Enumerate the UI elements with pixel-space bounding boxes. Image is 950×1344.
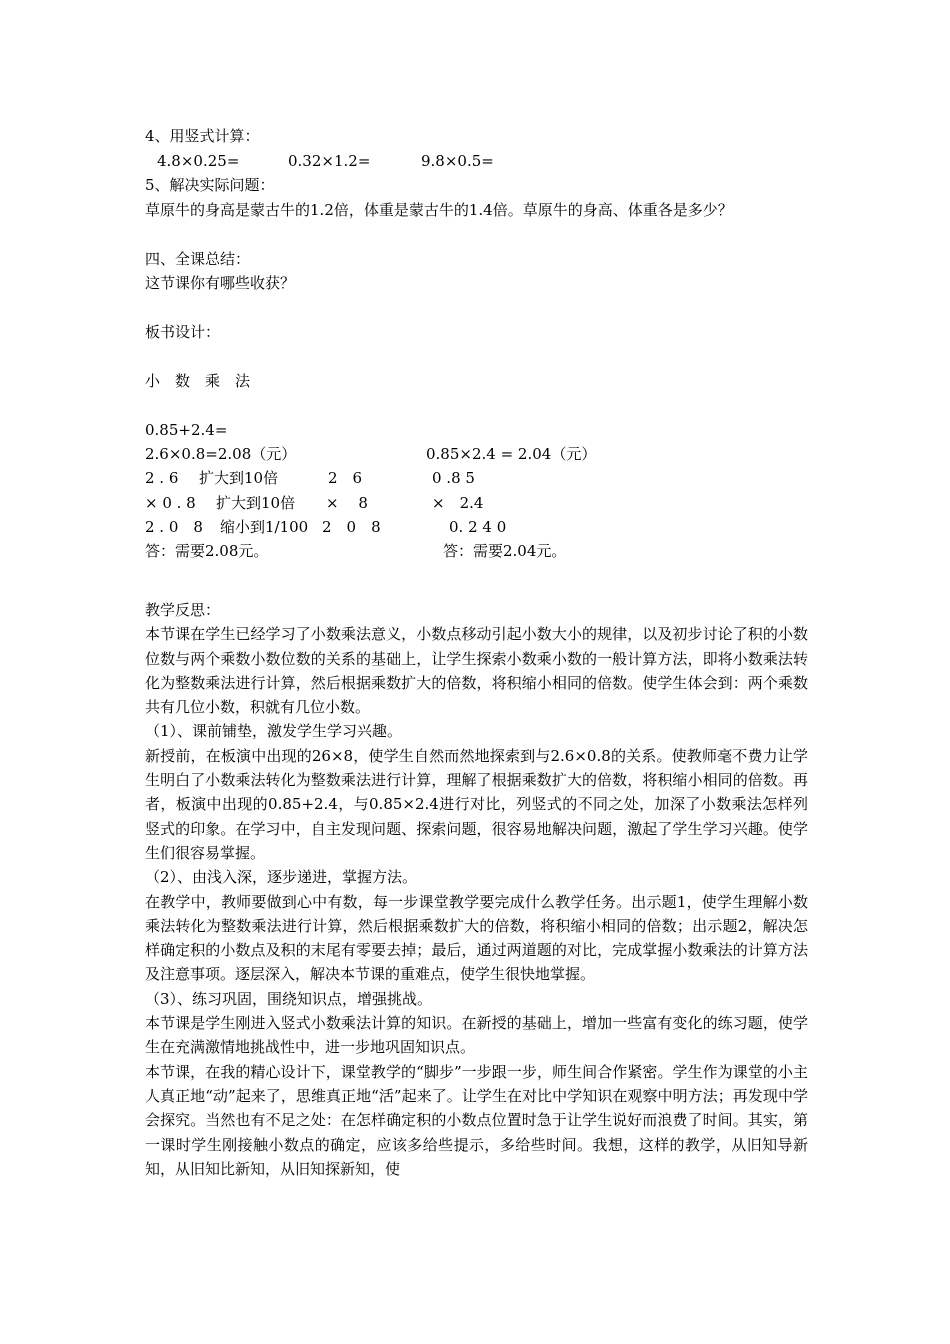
board-left-row3-integer: 2 0 8 — [322, 518, 381, 536]
reflection-paragraph: 在教学中，教师要做到心中有数，每一步课堂教学要完成什么教学任务。出示题1，使学生理解小数乘法转化为整数乘法进行计算，然后根据乘数扩大的倍数，将积缩小相同的倍数；出示题2，解决怎样确定积的小数点及积的末尾有零要去掉；最后，通过两道题的对比，完成掌握小数乘法的计算方法及注意事项。逐层深入，解决本节课的重难点，使学生很快地掌握。 — [145, 892, 808, 984]
board-left-answer: 答：需要2.08元。 — [145, 542, 269, 560]
board-title: 小 数 乘 法 — [145, 372, 251, 390]
reflection-paragraph: 本节课是学生刚进入竖式小数乘法计算的知识。在新授的基础上，增加一些富有变化的练习题，使学生在充满激情地挑战性中，进一步地巩固知识点。 — [145, 1014, 808, 1057]
summary-question: 这节课你有哪些收获？ — [145, 274, 296, 292]
exercise-5-heading: 5、解决实际问题： — [145, 176, 275, 194]
board-right-row1: 0 .8 5 — [432, 469, 475, 487]
reflection-section — [145, 598, 808, 1181]
reflection-subheading: （1）、课前铺垫，激发学生学习兴趣。 — [145, 722, 403, 741]
exercise-4-heading: 4、用竖式计算： — [145, 127, 260, 145]
board-heading: 板书设计： — [145, 323, 221, 341]
exercise-4-problem: 0.32×1.2= — [288, 152, 371, 170]
reflection-paragraph: 本节课在学生已经学习了小数乘法意义，小数点移动引起小数大小的规律，以及初步讨论了积的小数位数与两个乘数小数位数的关系的基础上，让学生探索小数乘小数的一般计算方法，即将小数乘法转化为整数乘法进行计算，然后根据乘数扩大的倍数，将积缩小相同的倍数。使学生体会到：两个乘数共有几位小数，积就有几位小数。 — [145, 625, 808, 717]
board-left-equation: 2.6×0.8=2.08（元） — [145, 445, 297, 463]
board-left-row3-note: 缩小到1/100 — [220, 518, 309, 536]
reflection-paragraph: 新授前，在板演中出现的26×8，使学生自然而然地探索到与2.6×0.8的关系。使教师毫不费力让学生明白了小数乘法转化为整数乘法进行计算，理解了根据乘数扩大的倍数，将积缩小相同的倍数。再者，板演中出现的0.85+2.4，与0.85×2.4进行对比，列竖式的不同之处，加深了小数乘法怎样列竖式的印象。在学习中，自主发现问题、探索问题，很容易地解决问题，激起了学生学习兴趣。使学生们很容易掌握。 — [145, 746, 808, 862]
board-right-equation: 0.85×2.4 = 2.04（元） — [426, 445, 597, 463]
board-right-answer: 答：需要2.04元。 — [443, 542, 567, 560]
reflection-heading: 教学反思： — [145, 601, 221, 619]
reflection-paragraph: 本节课，在我的精心设计下，课堂教学的“脚步”一步跟一步，师生间合作紧密。学生作为课堂的小主人真正地“动”起来了，思维真正地“活”起来了。让学生在对比中学知识在观察中明方法；再发现中学会探究。当然也有不足之处：在怎样确定积的小数点位置时急于让学生说好而浪费了时间。其实，第一课时学生刚接触小数点的确定，应该多给些提示，多给些时间。我想，这样的教学，从旧知导新知，从旧知比新知，从旧知探新知，使 — [145, 1062, 808, 1178]
exercise-4-problem: 9.8×0.5= — [421, 152, 494, 170]
board-left-row1-integer: 2 6 — [328, 469, 363, 487]
board-left-row1-operand: 2 . 6 — [145, 469, 179, 487]
board-addition: 0.85+2.4= — [145, 421, 228, 439]
exercise-4-problem: 4.8×0.25= — [157, 152, 240, 170]
summary-heading: 四、全课总结： — [145, 250, 251, 268]
board-right-row3: 0. 2 4 0 — [449, 518, 507, 536]
board-left-row3-operand: 2 . 0 8 — [145, 518, 203, 536]
reflection-subheading: （2）、由浅入深，逐步递进，掌握方法。 — [145, 868, 418, 887]
board-left-row2-operand: × 0 . 8 — [145, 494, 196, 512]
reflection-subheading: （3）、练习巩固，围绕知识点，增强挑战。 — [145, 989, 433, 1008]
board-right-row2: × 2.4 — [432, 494, 484, 512]
board-left-row2-integer: × 8 — [326, 494, 368, 512]
board-left-row1-note: 扩大到10倍 — [199, 469, 279, 487]
board-left-row2-note: 扩大到10倍 — [216, 494, 296, 512]
exercise-5-text: 草原牛的身高是蒙古牛的1.2倍，体重是蒙古牛的1.4倍。草原牛的身高、体重各是多少？ — [145, 201, 733, 219]
